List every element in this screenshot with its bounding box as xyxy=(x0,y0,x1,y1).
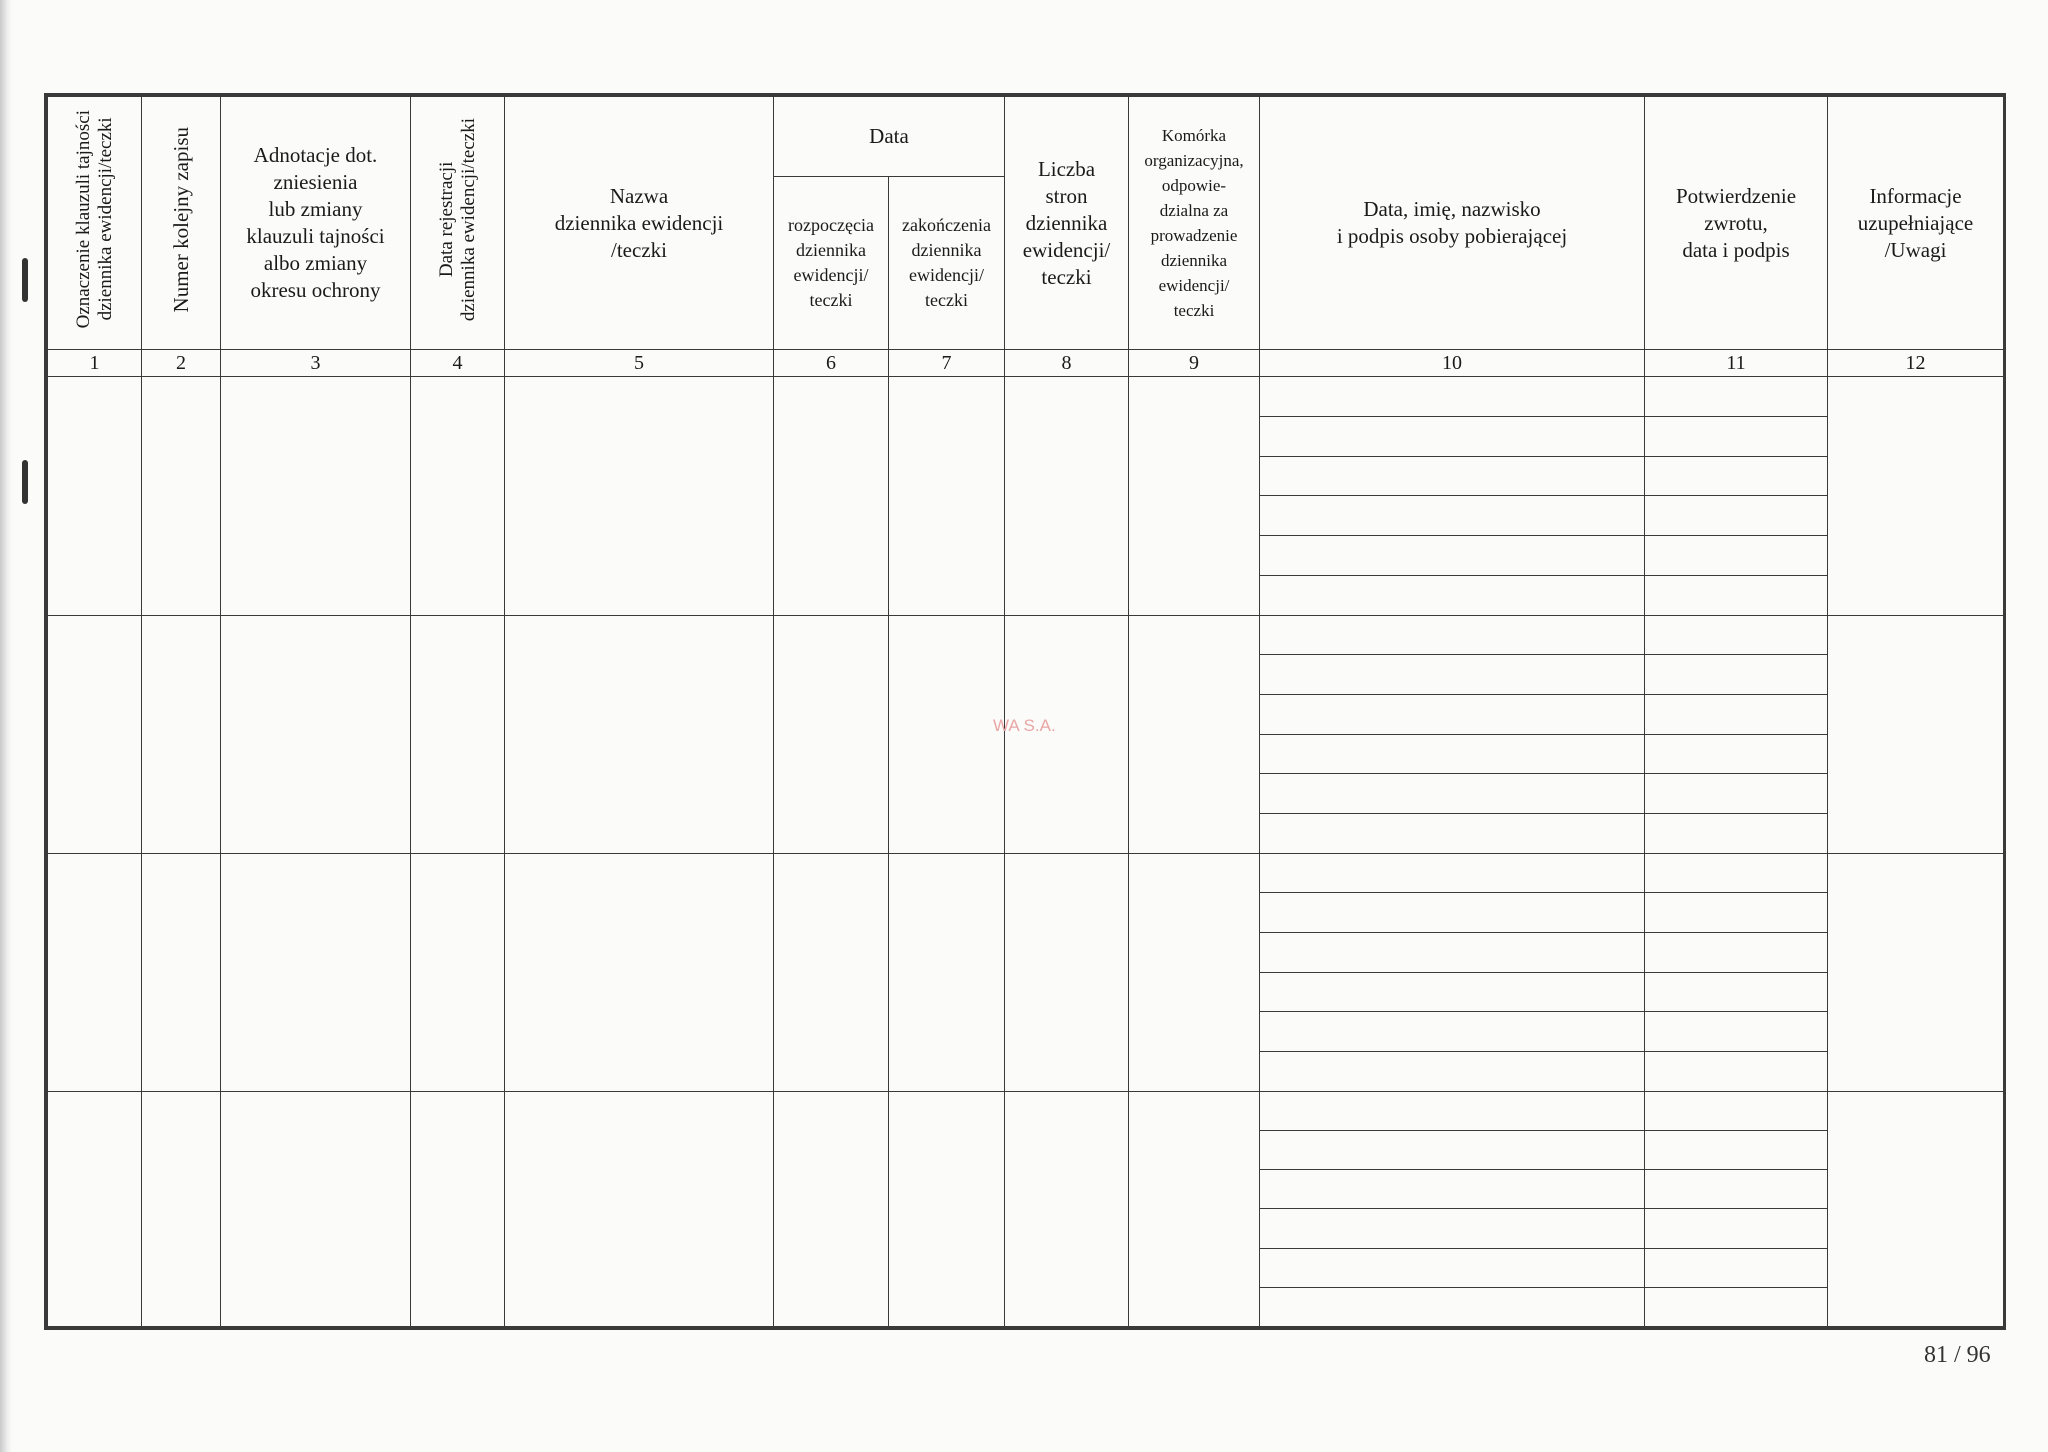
borrower-cell[interactable] xyxy=(1260,1091,1645,1326)
sub-entry-lines xyxy=(1645,377,1827,614)
register-form xyxy=(44,93,2006,1330)
column-number: 3 xyxy=(221,350,411,377)
sub-entry-line[interactable] xyxy=(1645,616,1827,656)
entry-cell[interactable] xyxy=(1129,853,1260,1091)
column-number: 8 xyxy=(1005,350,1129,377)
header-classification-marking xyxy=(48,97,142,350)
sub-entry-lines xyxy=(1645,1092,1827,1326)
sub-entry-lines xyxy=(1260,616,1644,853)
header-end-date xyxy=(889,177,1005,350)
header-date-group xyxy=(774,97,1005,177)
sub-entry-line[interactable] xyxy=(1260,1131,1644,1170)
entry-cell[interactable] xyxy=(1005,853,1129,1091)
header-col8-label: Liczba stron dziennika ewidencji/ teczki xyxy=(1022,156,1111,289)
header-col6-label: rozpoczęcia dziennika ewidencji/ teczki xyxy=(788,215,874,311)
entry-row xyxy=(48,377,2004,615)
entry-cell[interactable] xyxy=(142,377,221,615)
column-number-row xyxy=(48,350,2004,377)
borrower-cell[interactable] xyxy=(1260,377,1645,615)
entry-cell[interactable] xyxy=(48,1091,142,1326)
header-col10-label: Data, imię, nazwisko i podpis osoby pobierającej xyxy=(1336,197,1568,249)
sub-entry-line[interactable] xyxy=(1645,1209,1827,1248)
header-return-confirmation xyxy=(1645,97,1828,350)
entry-cell[interactable] xyxy=(411,615,505,853)
sub-entry-line[interactable] xyxy=(1645,1288,1827,1326)
return-cell[interactable] xyxy=(1645,377,1828,615)
sub-entry-line[interactable] xyxy=(1645,655,1827,695)
header-col4-label: Data rejestracji dziennika ewidencji/teczki xyxy=(435,118,479,322)
entry-cell[interactable] xyxy=(411,377,505,615)
column-number: 7 xyxy=(889,350,1005,377)
entry-cell[interactable] xyxy=(1129,1091,1260,1326)
entry-cell[interactable] xyxy=(48,615,142,853)
header-col7-label: zakończenia dziennika ewidencji/ teczki xyxy=(902,215,991,311)
column-number: 11 xyxy=(1645,350,1828,377)
header-col11-label: Potwierdzenie zwrotu, data i podpis xyxy=(1675,183,1797,262)
entry-cell[interactable] xyxy=(411,1091,505,1326)
entry-cell[interactable] xyxy=(889,377,1005,615)
entry-cell[interactable] xyxy=(142,853,221,1091)
column-number: 10 xyxy=(1260,350,1645,377)
sub-entry-line[interactable] xyxy=(1260,814,1644,853)
sub-entry-line[interactable] xyxy=(1260,1249,1644,1288)
sub-entry-line[interactable] xyxy=(1260,576,1644,615)
page-number: 81 / 96 xyxy=(1924,1342,1991,1368)
header-register-name xyxy=(505,97,774,350)
binding-hole-mark xyxy=(22,460,28,504)
entry-cell[interactable] xyxy=(774,377,889,615)
header-date-group-label: Data xyxy=(869,124,909,149)
header-col3-label: Adnotacje dot. zniesienia lub zmiany klauzuli tajności albo zmiany okresu ochrony xyxy=(246,143,385,303)
sub-entry-line[interactable] xyxy=(1260,893,1644,933)
column-number: 9 xyxy=(1129,350,1260,377)
header-registration-date xyxy=(411,97,505,350)
sub-entry-line[interactable] xyxy=(1645,1170,1827,1209)
entry-cell[interactable] xyxy=(774,853,889,1091)
sub-entry-line[interactable] xyxy=(1260,1052,1644,1091)
entry-cell[interactable] xyxy=(774,1091,889,1326)
entry-cell[interactable] xyxy=(221,377,411,615)
sub-entry-line[interactable] xyxy=(1645,1012,1827,1052)
entry-cell[interactable] xyxy=(1828,377,2004,615)
entry-cell[interactable] xyxy=(48,377,142,615)
entry-cell[interactable] xyxy=(221,615,411,853)
sub-entry-line[interactable] xyxy=(1645,774,1827,814)
sub-entry-lines xyxy=(1260,377,1644,614)
header-page-count xyxy=(1005,97,1129,350)
header-col5-label: Nazwa dziennika ewidencji /teczki xyxy=(554,183,724,262)
header-col1-label: Oznaczenie klauzuli tajności dziennika ewidencji/teczki xyxy=(72,110,116,329)
sub-entry-line[interactable] xyxy=(1260,1288,1644,1326)
sub-entry-line[interactable] xyxy=(1645,1052,1827,1091)
sub-entry-line[interactable] xyxy=(1260,457,1644,497)
sub-entry-line[interactable] xyxy=(1260,1092,1644,1131)
header-annotations xyxy=(221,97,411,350)
entry-cell[interactable] xyxy=(1828,615,2004,853)
sub-entry-line[interactable] xyxy=(1260,854,1644,894)
entry-row xyxy=(48,1091,2004,1326)
register-table xyxy=(47,96,2004,1327)
entry-cell[interactable] xyxy=(221,1091,411,1326)
sub-entry-line[interactable] xyxy=(1260,1209,1644,1248)
entry-cell[interactable] xyxy=(48,853,142,1091)
sub-entry-line[interactable] xyxy=(1645,1131,1827,1170)
sub-entry-line[interactable] xyxy=(1645,377,1827,417)
entry-cell[interactable] xyxy=(889,615,1005,853)
sub-entry-line[interactable] xyxy=(1645,1249,1827,1288)
column-number: 2 xyxy=(142,350,221,377)
header-col12-label: Informacje uzupełniające /Uwagi xyxy=(1857,183,1974,262)
header-organizational-unit xyxy=(1129,97,1260,350)
header-borrower-info xyxy=(1260,97,1645,350)
entry-cell[interactable] xyxy=(1828,853,2004,1091)
sub-entry-line[interactable] xyxy=(1260,774,1644,814)
entry-cell[interactable] xyxy=(505,377,774,615)
sub-entry-line[interactable] xyxy=(1645,893,1827,933)
borrower-cell[interactable] xyxy=(1260,615,1645,853)
sub-entry-line[interactable] xyxy=(1260,1170,1644,1209)
sub-entry-line[interactable] xyxy=(1645,417,1827,457)
borrower-cell[interactable] xyxy=(1260,853,1645,1091)
sub-entry-line[interactable] xyxy=(1260,933,1644,973)
entry-row xyxy=(48,853,2004,1091)
sub-entry-line[interactable] xyxy=(1260,377,1644,417)
sub-entry-line[interactable] xyxy=(1645,536,1827,576)
watermark: WA S.A. xyxy=(993,716,1056,735)
header-start-date xyxy=(774,177,889,350)
sub-entry-line[interactable] xyxy=(1645,457,1827,497)
sub-entry-line[interactable] xyxy=(1645,814,1827,853)
sub-entry-lines xyxy=(1645,616,1827,853)
entry-cell[interactable] xyxy=(142,615,221,853)
entry-cell[interactable] xyxy=(142,1091,221,1326)
entry-cell[interactable] xyxy=(1129,377,1260,615)
entry-cell[interactable] xyxy=(411,853,505,1091)
sub-entry-line[interactable] xyxy=(1260,695,1644,735)
sub-entry-lines xyxy=(1260,854,1644,1091)
sub-entry-line[interactable] xyxy=(1260,735,1644,775)
column-number: 4 xyxy=(411,350,505,377)
sub-entry-line[interactable] xyxy=(1260,536,1644,576)
header-entry-number xyxy=(142,97,221,350)
column-number: 12 xyxy=(1828,350,2004,377)
sub-entry-line[interactable] xyxy=(1645,933,1827,973)
sub-entry-line[interactable] xyxy=(1645,576,1827,615)
entry-cell[interactable] xyxy=(505,615,774,853)
sub-entry-line[interactable] xyxy=(1645,1092,1827,1131)
entry-cell[interactable] xyxy=(889,853,1005,1091)
entry-cell[interactable] xyxy=(1005,1091,1129,1326)
sub-entry-line[interactable] xyxy=(1260,417,1644,457)
sub-entry-line[interactable] xyxy=(1260,616,1644,656)
header-row xyxy=(48,97,2004,177)
header-col2-label: Numer kolejny zapisu xyxy=(168,126,193,313)
return-cell[interactable] xyxy=(1645,1091,1828,1326)
entry-cell[interactable] xyxy=(889,1091,1005,1326)
binding-edge xyxy=(0,0,12,1452)
binding-hole-mark xyxy=(22,258,28,302)
entry-cell[interactable] xyxy=(1129,615,1260,853)
sub-entry-line[interactable] xyxy=(1260,655,1644,695)
column-number: 1 xyxy=(48,350,142,377)
entry-cell[interactable] xyxy=(1005,377,1129,615)
entry-cell[interactable] xyxy=(221,853,411,1091)
sub-entry-line[interactable] xyxy=(1645,735,1827,775)
return-cell[interactable] xyxy=(1645,853,1828,1091)
sub-entry-line[interactable] xyxy=(1645,496,1827,536)
entry-cell[interactable] xyxy=(505,1091,774,1326)
sub-entry-line[interactable] xyxy=(1645,854,1827,894)
entry-cell[interactable] xyxy=(505,853,774,1091)
header-remarks xyxy=(1828,97,2004,350)
entry-rows xyxy=(48,377,2004,1327)
entry-cell[interactable] xyxy=(1828,1091,2004,1326)
sub-entry-line[interactable] xyxy=(1645,695,1827,735)
sub-entry-line[interactable] xyxy=(1260,973,1644,1013)
return-cell[interactable] xyxy=(1645,615,1828,853)
sub-entry-line[interactable] xyxy=(1260,1012,1644,1052)
column-number: 6 xyxy=(774,350,889,377)
header-col9-label: Komórka organizacyjna, odpowie- dzialna za prowadzenie dziennika ewidencji/ teczki xyxy=(1144,126,1244,321)
sub-entry-lines xyxy=(1260,1092,1644,1326)
sub-entry-line[interactable] xyxy=(1260,496,1644,536)
column-number: 5 xyxy=(505,350,774,377)
entry-cell[interactable] xyxy=(774,615,889,853)
sub-entry-lines xyxy=(1645,854,1827,1091)
sub-entry-line[interactable] xyxy=(1645,973,1827,1013)
